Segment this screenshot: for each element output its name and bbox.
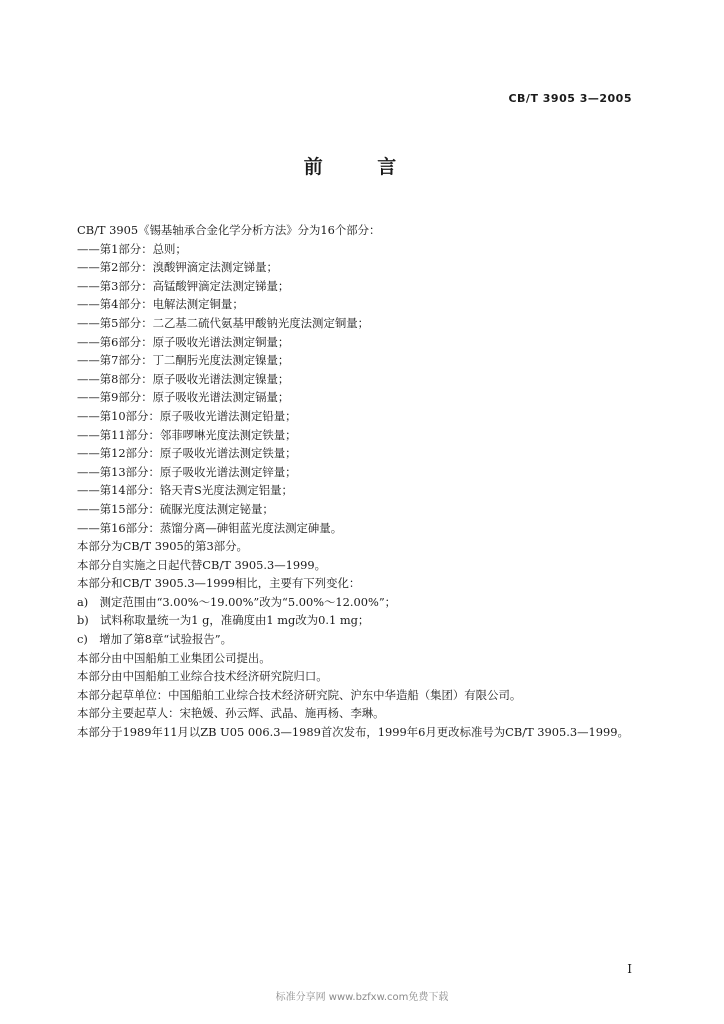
part-list-item: ——第7部分：丁二酮肟光度法测定镍量； [77,353,290,368]
change-item: b) 试料称取量统一为1 g，准确度由1 mg改为0.1 mg； [77,613,370,628]
part-list-item: ——第4部分：电解法测定铜量； [77,297,244,312]
part-list-item: ——第6部分：原子吸收光谱法测定铜量； [77,334,290,349]
part-list-item: ——第14部分：铬天青S光度法测定铝量； [77,483,293,498]
part-list-item: ——第13部分：原子吸收光谱法测定锌量； [77,464,297,479]
part-list-item: ——第3部分：高锰酸钾滴定法测定锑量； [77,278,290,293]
body-paragraph: 本部分起草单位：中国船舶工业综合技术经济研究院、沪东中华造船（集团）有限公司。 [77,687,522,702]
part-list-item: ——第8部分：原子吸收光谱法测定镍量； [77,371,290,386]
intro-line: CB/T 3905《锡基轴承合金化学分析方法》分为16个部分： [77,223,381,237]
standard-code: CB/T 3905 3—2005 [508,92,632,105]
part-list-item: ——第10部分：原子吸收光谱法测定铅量； [77,408,297,423]
page-title: 前 言 [303,156,421,178]
part-list-item: ——第15部分：硫脲光度法测定铋量； [77,501,274,516]
change-item: a) 测定范围由“3.00%～19.00%”改为“5.00%～12.00%”； [77,594,397,609]
part-list-item: ——第12部分：原子吸收光谱法测定铁量； [77,446,297,461]
body-paragraph: 本部分主要起草人：宋艳媛、孙云辉、武晶、施再杨、李琳。 [77,706,385,721]
body-paragraph: 本部分自实施之日起代替CB/T 3905.3—1999。 [77,557,327,572]
watermark-text: 标准分享网 www.bzfxw.com免费下载 [275,992,449,1003]
foreword-body [77,221,657,742]
part-list-item: ——第2部分：溴酸钾滴定法测定锑量； [77,260,278,275]
body-paragraph: 本部分和CB/T 3905.3—1999相比，主要有下列变化： [77,576,361,591]
part-list-item: ——第16部分：蒸馏分离—砷钼蓝光度法测定砷量。 [77,520,343,535]
part-list-item: ——第5部分：二乙基二硫代氨基甲酸钠光度法测定铜量； [77,315,370,330]
part-list-item: ——第1部分：总则； [77,241,187,256]
body-paragraph: 本部分由中国船舶工业集团公司提出。 [77,650,271,665]
body-paragraph: 本部分为CB/T 3905的第3部分。 [77,539,248,554]
body-paragraph: 本部分于1989年11月以ZB U05 006.3—1989首次发布，1999年6月更改标准号为CB/T 3905.3—1999。 [77,725,629,740]
body-paragraph: 本部分由中国船舶工业综合技术经济研究院归口。 [77,669,328,684]
part-list-item: ——第11部分：邻菲啰啉光度法测定铁量； [77,427,297,442]
part-list-item: ——第9部分：原子吸收光谱法测定镉量； [77,390,290,405]
page-number: I [627,962,632,976]
change-item: c) 增加了第8章“试验报告”。 [77,632,233,647]
